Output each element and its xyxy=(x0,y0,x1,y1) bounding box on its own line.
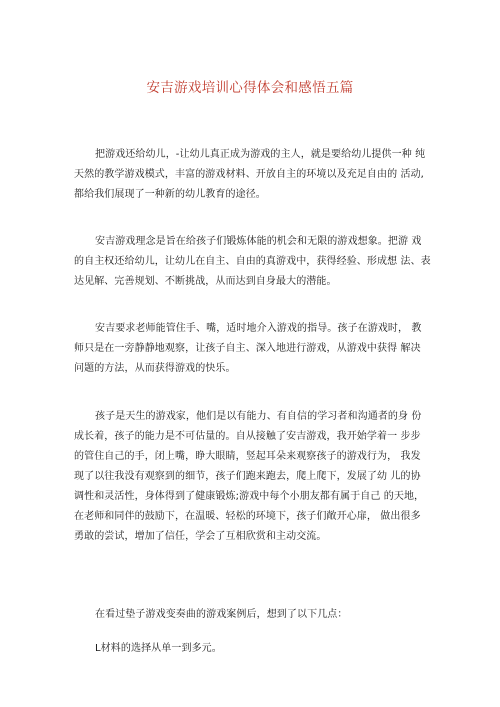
paragraph-line: 安吉要求老师能管住手、嘴，适时地介入游戏的指导。孩子在游戏时， 教 xyxy=(95,323,422,334)
paragraph-2 xyxy=(74,232,434,292)
paragraph-line: 的管住自己的手，闭上嘴，睁大眼睛，竖起耳朵来观察孩子的游戏行为， 我发 xyxy=(74,451,421,462)
paragraph-line: 在看过垫子游戏变奏曲的游戏案例后，想到了以下几点： xyxy=(95,609,348,620)
paragraph-line: 调性和灵活性，身体得到了健康锻炼;游戏中每个小朋友都有属于自己 的天地， xyxy=(74,491,425,502)
paragraph-line: 天然的教学游戏模式，丰富的游戏材料、开放自主的环境以及充足自由的 活动, xyxy=(74,169,424,180)
paragraph-line: 师只是在一旁静静地观察，让孩子自主、深入地进行游戏，从游戏中获得 解决 xyxy=(74,343,421,354)
paragraph-line: 成长着，孩子的能力是不可估量的。自从接触了安吉游戏，我开始学着一 步步 xyxy=(74,431,421,442)
paragraph-6 xyxy=(74,639,434,659)
paragraph-line: 现了以往我没有观察到的细节，孩子们跑来跑去，爬上爬下，发展了幼 儿的协 xyxy=(74,471,421,482)
paragraph-line: 安吉游戏理念是旨在给孩子们锻炼体能的机会和无限的游戏想象。把游 戏 xyxy=(95,236,422,247)
paragraph-3 xyxy=(74,319,434,379)
paragraph-line: 达见解、完善规划、不断挑战，从而达到自身最大的潜能。 xyxy=(74,276,337,287)
paragraph-line: 孩子是天生的游戏家，他们是以有能力、有自信的学习者和沟通者的身 份 xyxy=(95,411,422,422)
paragraph-5 xyxy=(74,605,434,625)
paragraph-4 xyxy=(74,407,434,547)
paragraph-1 xyxy=(74,145,434,205)
paragraph-line: 勇敢的尝试，增加了信任，学会了互相欣赏和主动交流。 xyxy=(74,531,327,542)
paragraph-line: 的自主权还给幼儿，让幼儿在自主、自由的真游戏中，获得经验、形成想 法、表 xyxy=(74,256,431,267)
paragraph-line: L材料的选择从单一到多元。 xyxy=(95,643,222,654)
paragraph-line: 问题的方法，从而获得游戏的快乐。 xyxy=(74,363,236,374)
paragraph-line: 都给我们展现了一种新的幼儿教育的途径。 xyxy=(74,189,266,200)
document-title: 安吉游戏培训心得体会和感悟五篇 xyxy=(146,80,354,96)
paragraph-line: 把游戏还给幼儿，-让幼儿真正成为游戏的主人，就是要给幼儿提供一种 纯 xyxy=(95,149,426,160)
paragraph-line: 在老师和同伴的鼓励下，在温暖、轻松的环境下，孩子们敞开心扉， 做出很多 xyxy=(74,511,421,522)
